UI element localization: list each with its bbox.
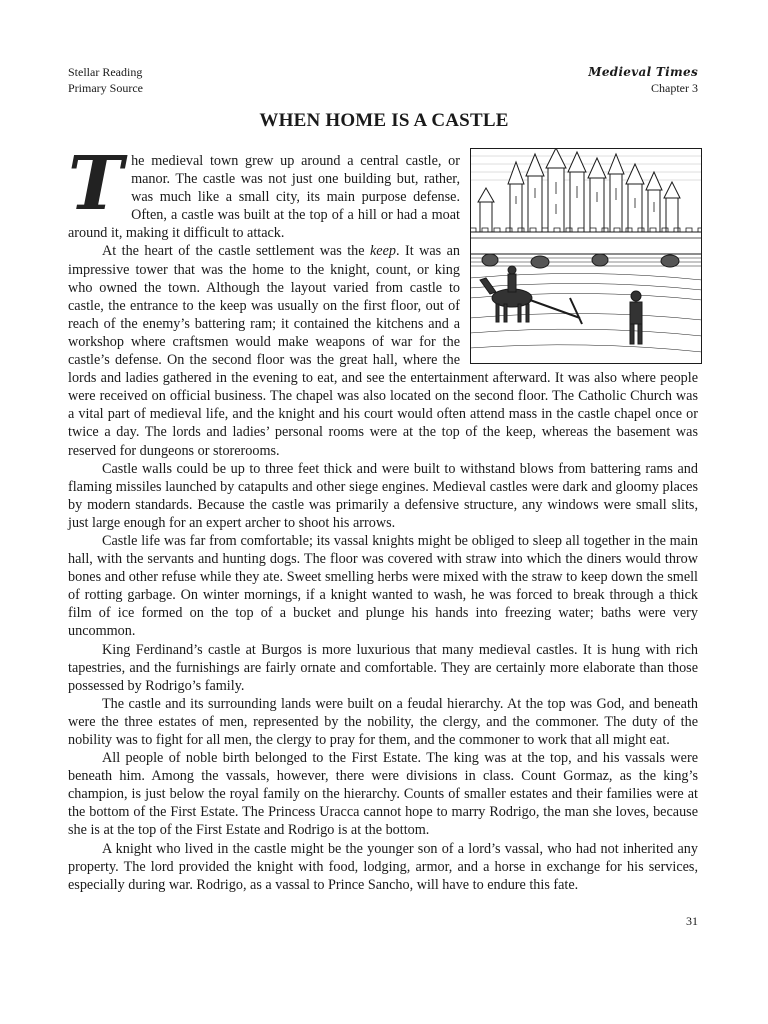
paragraph-7: All people of noble birth belonged to the First Estate. The king was at the top, and his vassals were beneath him. Among the vassals, however, there were divisions in class. Count Gormaz, as the king’s champion, is just below the royal family on the hierarchy. Counts of smaller estates and their families were at the bottom of the First Estate. The Princess Uracca cannot hope to marry Rodrigo, the man she loves, because she is at the top of the First Estate and Rodrigo is at the bottom. <box>68 750 698 839</box>
paragraph-3: Castle walls could be up to three feet thick and were built to withstand blows from battering rams and flaming missiles launched by catapults and other siege engines. Medieval castles were dark and gloomy places by modern standards. Because the castle was primarily a defensive structure, any windows were small slits, just large enough for an expert archer to shoot his arrows. <box>68 460 698 531</box>
paragraph-2: At the heart of the castle settlement was the keep. It was an impressive tower that was the home to the knight, count, or king who owned the town. Although the layout varied from castle to castle, the entrance to the keep was usually on the first floor, out of reach of the enemy’s battering ram; it contained the kitchens and a workshop where craftsmen would make weapons of war for the castle’s defense. On the second floor was the great hall, where the lords and ladies gathered in the evening to eat, and see the entertainment afterward. It was also where people were received on official business. The chapel was also located on the second floor. The Catholic Church was a vital part of medieval life, and the knight and his court would often attend mass in the castle chapel once or twice a day. The lords and ladies’ personal rooms were at the top of the keep, whereas the basement was reserved for dungeons or storerooms. <box>68 243 698 459</box>
header-left <box>68 64 143 96</box>
paragraph-1: The medieval town grew up around a central castle, or manor. The castle was not just one building but, rather, was much like a small city, its main purpose defense. Often, a castle was built at the top of a hill or had a moat around it, making it difficult to attack. <box>68 141 460 242</box>
header-right <box>588 64 698 96</box>
paragraph-5: King Ferdinand’s castle at Burgos is more luxurious that many medieval castles. It is hung with rich tapestries, and the furnishings are fairly ornate and comfortable. They are certainly more elaborate than those possessed by Rodrigo’s family. <box>68 641 698 694</box>
source-type: Primary Source <box>68 81 143 95</box>
series-name: Stellar Reading <box>68 65 143 79</box>
paragraph-4: Castle life was far from comfortable; its vassal knights might be obliged to sleep all together in the main hall, with the servants and hunting dogs. The floor was covered with straw into which the diners would throw bones and other refuse while they ate. Sweet smelling herbs were mixed with the straw to keep down the smell of rotting garbage. On winter mornings, if a knight wanted to wash, he was forced to break through a thick film of ice formed on the top of a bucket and plunge his hands into freezing water; baths were very uncommon. <box>68 532 698 640</box>
book-title: Medieval Times <box>588 65 698 79</box>
keep-term: keep <box>370 243 396 260</box>
article-body <box>68 141 698 894</box>
page-number: 31 <box>686 914 698 928</box>
castle-woodcut-illustration <box>470 148 702 364</box>
page-title: WHEN HOME IS A CASTLE <box>259 110 509 131</box>
paragraph-8: A knight who lived in the castle might be the younger son of a lord’s vassal, who had not inherited any property. The lord provided the knight with food, lodging, armor, and a horse in exchange for his services, especially during war. Rodrigo, as a vassal to Prince Sancho, will have to endure this fate. <box>68 840 698 893</box>
paragraph-6: The castle and its surrounding lands were built on a feudal hierarchy. At the top was God, and beneath were the three estates of men, represented by the nobility, the clergy, and the commoner. The duty of the nobility was to fight for all men, the clergy to pray for them, and the commoner to work that all might eat. <box>68 695 698 748</box>
drop-cap: T <box>68 141 124 227</box>
chapter-label: Chapter 3 <box>651 81 698 95</box>
